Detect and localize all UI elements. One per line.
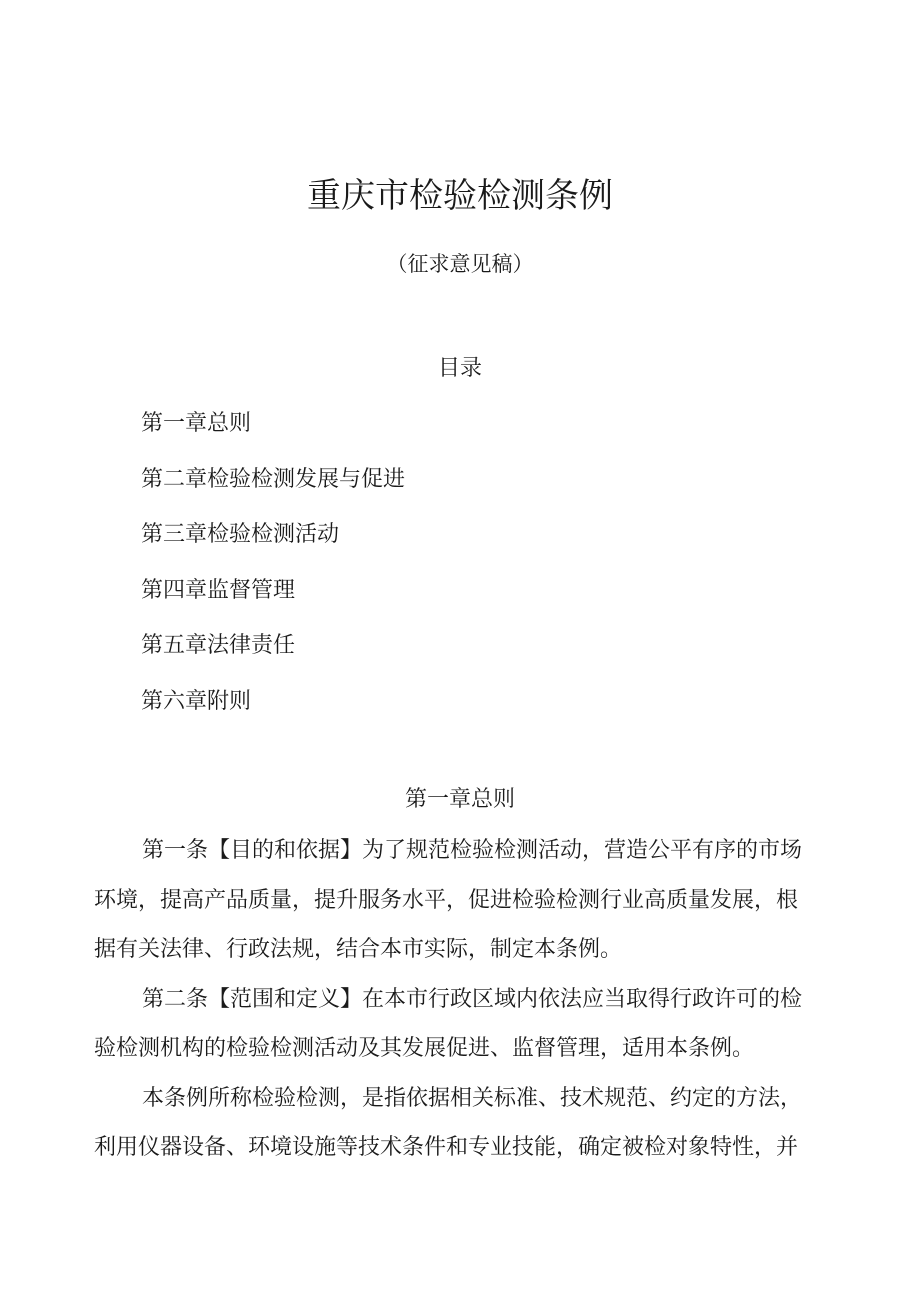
toc-item-chapter-3: 第三章检验检测活动 xyxy=(141,522,340,547)
text-line: 利用仪器设备、环境设施等技术条件和专业技能，确定被检对象特性，并 xyxy=(94,1135,799,1160)
document-subtitle: （征求意见稿） xyxy=(386,252,534,276)
toc-item-chapter-1: 第一章总则 xyxy=(141,411,252,436)
toc-item-chapter-2: 第二章检验检测发展与促进 xyxy=(141,466,406,492)
text-line: 本条例所称检验检测，是指依据相关标准、技术规范、约定的方法， xyxy=(142,1085,803,1111)
document-title: 重庆市检验检测条例 xyxy=(307,176,613,216)
text-line: 环境，提高产品质量，提升服务水平，促进检验检测行业高质量发展，根 xyxy=(94,887,799,913)
toc-item-chapter-5: 第五章法律责任 xyxy=(141,633,296,658)
text-line: 第二条【范围和定义】在本市行政区域内依法应当取得行政许可的检 xyxy=(142,986,803,1012)
toc-heading: 目录 xyxy=(437,356,482,381)
article-2-paragraph-2 xyxy=(94,1074,830,1173)
article-1 xyxy=(94,826,830,975)
chapter-body xyxy=(94,826,830,1173)
article-2 xyxy=(94,975,830,1074)
text-line: 据有关法律、行政法规，结合本市实际，制定本条例。 xyxy=(94,937,623,962)
table-of-contents xyxy=(141,406,405,739)
text-line: 验检测机构的检验检测活动及其发展促进、监督管理，适用本条例。 xyxy=(94,1036,755,1061)
chapter-heading: 第一章总则 xyxy=(404,787,515,812)
text-line: 第一条【目的和依据】为了规范检验检测活动，营造公平有序的市场 xyxy=(142,838,803,863)
toc-item-chapter-6: 第六章附则 xyxy=(141,688,252,714)
toc-item-chapter-4: 第四章监督管理 xyxy=(141,577,296,603)
